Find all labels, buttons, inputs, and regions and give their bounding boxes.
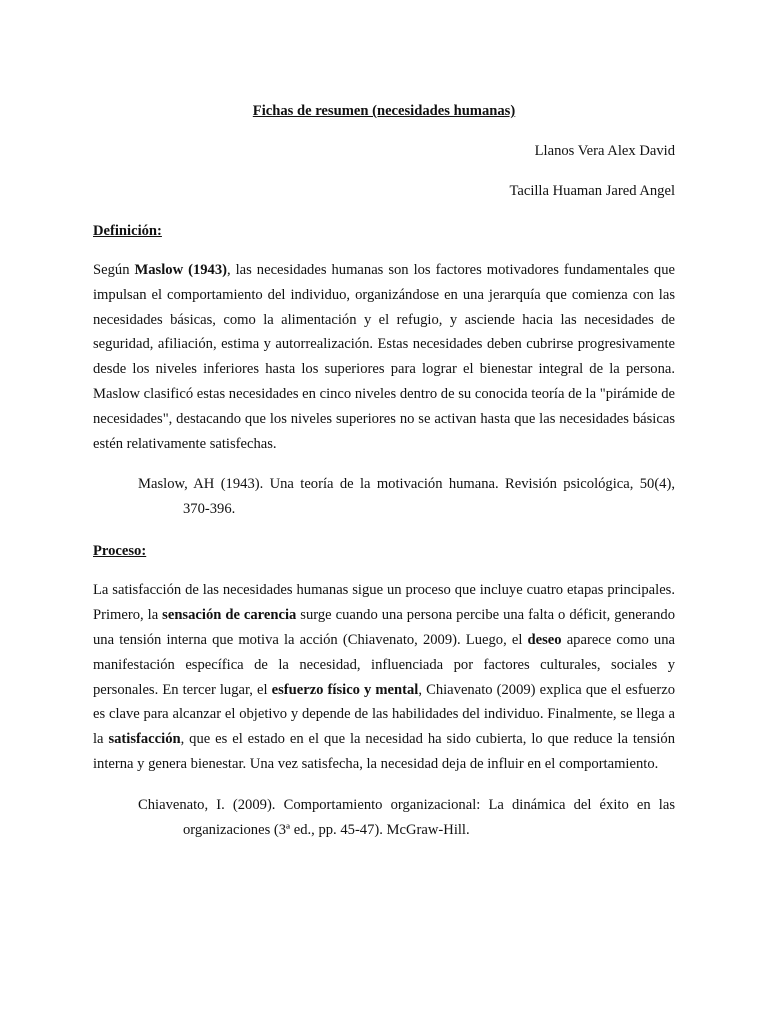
- definicion-text-2: , las necesidades humanas son los factores motivadores fundamentales que impulsan el comportamiento del individuo, organizándose en una jerarquía que comienza con las necesidades básicas, como la alimentación y el refugio, y asciende hacia las necesidades de seguridad, afiliación, estima y autorrealización. Estas necesidades deben cubrirse progresivamente desde los niveles inferiores hasta los superiores para lograr el bienestar integral de la persona. Maslow clasificó estas necesidades en cinco niveles dentro de su conocida teoría de la "pirámide de necesidades", destacando que los niveles superiores no se activan hasta que las necesidades básicas estén relativamente satisfechas.: [93, 262, 675, 452]
- proceso-text-1: La satisfacción de las necesidades humanas sigue un proceso que incluye cuatro etapas principales. Primero, la: [93, 582, 675, 624]
- page-title: Fichas de resumen (necesidades humanas): [252, 103, 516, 119]
- proceso-text-4: , Chiavenato (2009) explica que el esfuerzo es clave para alcanzar el objetivo y depende de las habilidades del individuo. Finalmente, se llega a la: [93, 681, 675, 748]
- proceso-text-3: aparece como una manifestación específica de la necesidad, influenciada por factores culturales, sociales y personales. En tercer lugar, el: [93, 631, 676, 698]
- proceso-bold-satisfaccion: satisfacción: [108, 731, 181, 748]
- author-1: Llanos Vera Alex David: [534, 143, 675, 159]
- definicion-paragraph: [93, 258, 675, 456]
- proceso-text-2: surge cuando una persona percibe una falta o déficit, generando una tensión interna que motiva la acción (Chiavenato, 2009). Luego, el: [93, 607, 675, 648]
- proceso-reference: Chiavenato, I. (2009). Comportamiento organizacional: La dinámica del éxito en las organizaciones (3ª ed., pp. 45-47). McGraw-Hill.: [138, 796, 675, 838]
- proceso-paragraph: [93, 578, 675, 776]
- definicion-heading: Definición:: [93, 223, 162, 239]
- proceso-heading: Proceso:: [93, 543, 147, 560]
- definicion-text-1: Según: [93, 262, 135, 278]
- definicion-bold-maslow: Maslow (1943): [134, 262, 227, 278]
- proceso-bold-esfuerzo: esfuerzo físico y mental: [271, 681, 419, 698]
- author-2: Tacilla Huaman Jared Angel: [509, 183, 675, 199]
- proceso-text-5: , que es el estado en el que la necesidad ha sido cubierta, lo que reduce la tensión interna y genera bienestar. Una vez satisfecha, la necesidad deja de influir en el comportamiento.: [93, 731, 675, 772]
- definicion-reference: Maslow, AH (1943). Una teoría de la motivación humana. Revisión psicológica, 50(4), 370-396.: [138, 476, 675, 518]
- proceso-bold-deseo: deseo: [527, 631, 562, 648]
- proceso-bold-carencia: sensación de carencia: [162, 607, 297, 624]
